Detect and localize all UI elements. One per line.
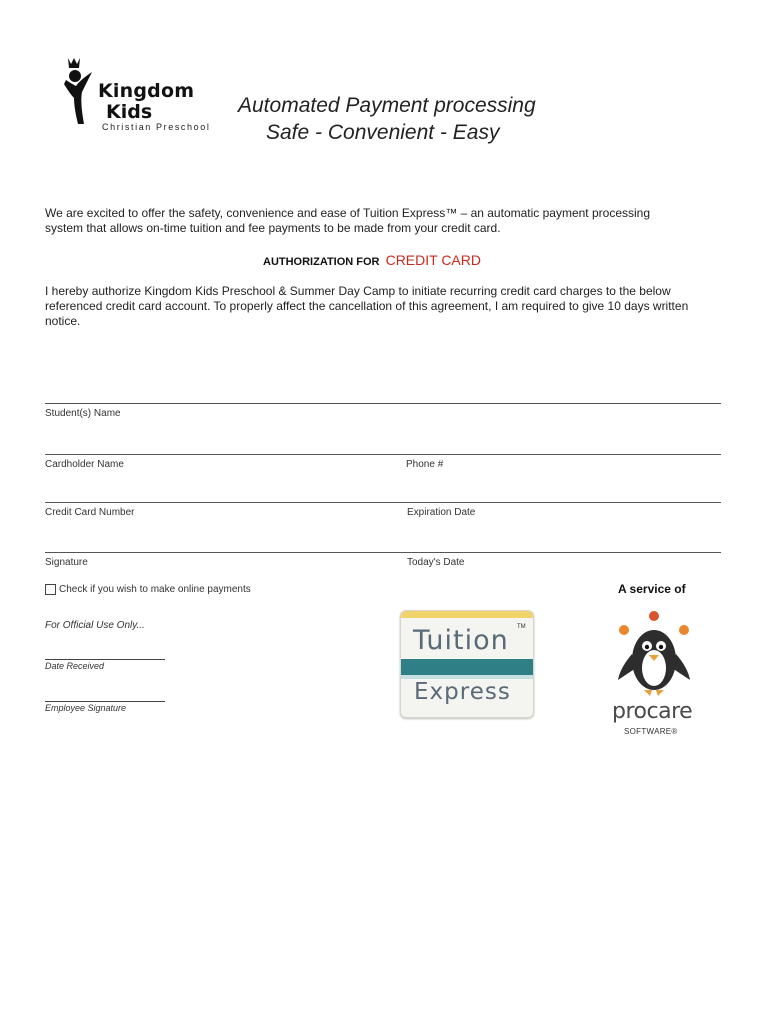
- phone-label: Phone #: [406, 459, 444, 470]
- authorization-prefix: AUTHORIZATION FOR: [263, 256, 380, 268]
- title-line-2: Safe - Convenient - Easy: [266, 121, 500, 144]
- tuition-express-word-express: Express: [414, 679, 511, 705]
- page-title: [238, 92, 536, 146]
- tuition-express-top-stripe: [401, 611, 533, 618]
- students-name-line[interactable]: [45, 403, 721, 404]
- cardholder-line[interactable]: [45, 454, 721, 455]
- service-of-label: A service of: [618, 582, 686, 596]
- authorization-heading: [263, 252, 481, 268]
- students-name-label: Student(s) Name: [45, 408, 121, 419]
- official-use-heading: For Official Use Only...: [45, 620, 145, 631]
- online-payments-label: Check if you wish to make online payments: [59, 584, 251, 595]
- signature-label: Signature: [45, 557, 88, 568]
- logo-text-christian-preschool: Christian Preschool: [102, 122, 211, 132]
- agreement-line-2: referenced credit card account. To properly affect the cancellation of this agreement, I am required to give 10 days written: [45, 299, 689, 313]
- employee-signature-line[interactable]: [45, 701, 165, 702]
- agreement-line-1: I hereby authorize Kingdom Kids Preschool & Summer Day Camp to initiate recurring credit card charges to the below: [45, 284, 671, 298]
- date-received-label: Date Received: [45, 661, 105, 671]
- cardholder-name-label: Cardholder Name: [45, 459, 124, 470]
- procare-wordmark: procare: [612, 699, 693, 724]
- intro-line-1: We are excited to offer the safety, convenience and ease of Tuition Express™ – an automatic payment processing: [45, 206, 651, 220]
- tuition-express-band: [401, 659, 533, 675]
- tuition-express-tm: TM: [517, 624, 526, 630]
- logo-text-kingdom: Kingdom: [98, 80, 195, 102]
- agreement-line-3: notice.: [45, 314, 81, 328]
- signature-line[interactable]: [45, 552, 721, 553]
- agreement-paragraph: [45, 284, 730, 329]
- online-payments-option[interactable]: [45, 584, 251, 595]
- intro-line-2: system that allows on-time tuition and fee payments to be made from your credit card.: [45, 221, 501, 235]
- authorization-credit-card: CREDIT CARD: [385, 252, 481, 268]
- tuition-express-logo: [400, 610, 534, 718]
- expiration-label: Expiration Date: [407, 507, 476, 518]
- card-number-line[interactable]: [45, 502, 721, 503]
- employee-signature-label: Employee Signature: [45, 703, 127, 713]
- tuition-express-word-tuition: Tuition: [413, 625, 509, 656]
- todays-date-label: Today's Date: [407, 557, 465, 568]
- title-line-1: Automated Payment processing: [238, 94, 536, 117]
- date-received-line[interactable]: [45, 659, 165, 660]
- procare-software-label: SOFTWARE®: [624, 727, 678, 736]
- procare-penguin-icon: [614, 610, 694, 702]
- intro-paragraph: [45, 206, 730, 236]
- card-number-label: Credit Card Number: [45, 507, 135, 518]
- logo-text-kids: Kids: [106, 101, 153, 123]
- online-payments-checkbox[interactable]: [45, 584, 56, 595]
